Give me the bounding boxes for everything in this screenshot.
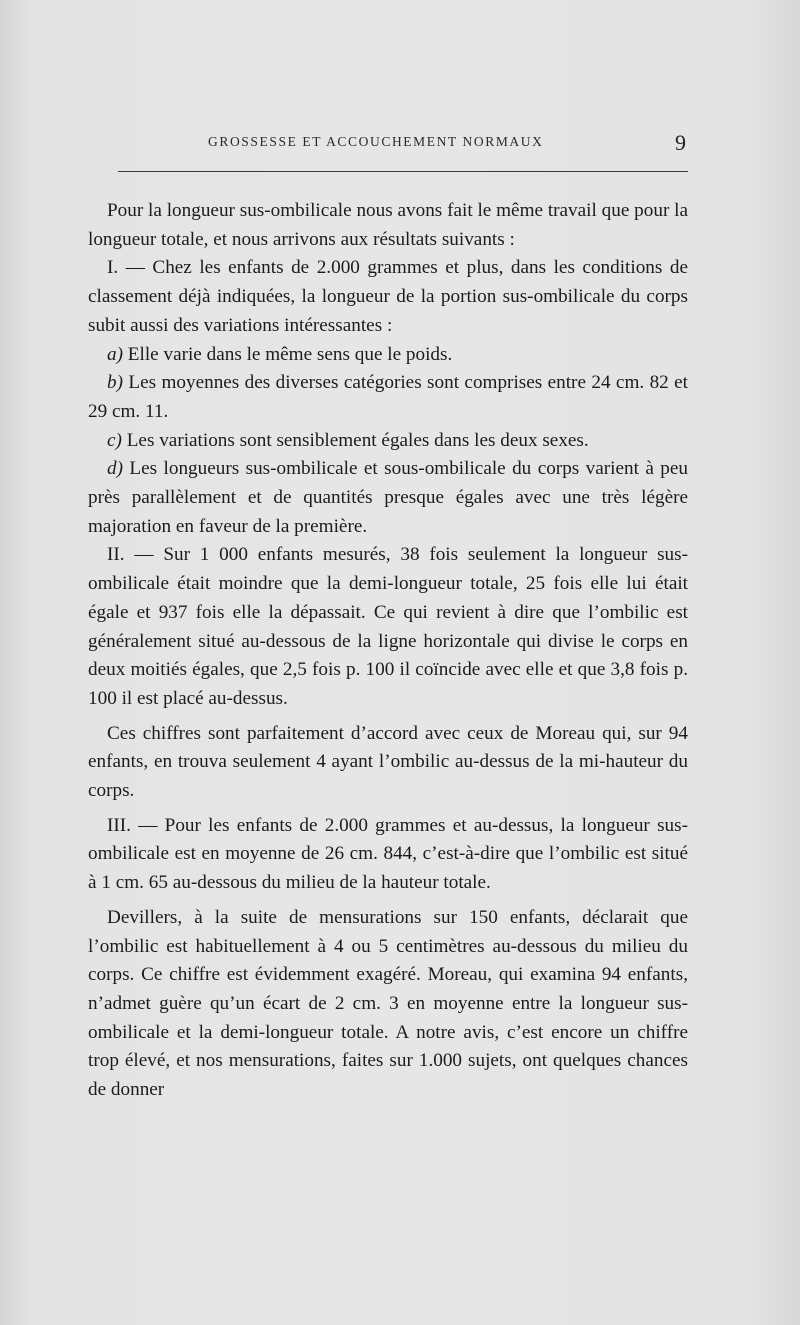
paragraph: c) Les variations sont sensiblement égales dans les deux sexes.: [107, 429, 589, 451]
page-number: 9: [675, 130, 686, 155]
paragraph: Pour la longueur sus-ombilicale nous avons fait le même travail que pour la longueur totale, et nous arrivons aux résultats suivants :: [88, 200, 688, 250]
running-title: GROSSESSE ET ACCOUCHEMENT NORMAUX: [208, 134, 544, 149]
paragraph: b) Les moyennes des diverses catégories sont comprises entre 24 cm. 82 et 29 cm. 11.: [88, 372, 688, 422]
page-header: [118, 130, 698, 160]
paragraph: Devillers, à la suite de mensurations sur 150 enfants, déclarait que l’ombilic est habituellement à 4 ou 5 centimètres au-dessous du milieu du corps. Ce chiffre est évidemment exagéré. Moreau, qui examina 94 enfants, n’admet guère qu’un écart de 2 cm. 3 en moyenne entre la longueur sus-ombilicale et la demi-longueur totale. A notre avis, c’est encore un chiffre trop élevé, et nos mensurations, faites sur 1.000 sujets, ont quelques chances de donner: [88, 906, 688, 1101]
paragraph: II. — Sur 1 000 enfants mesurés, 38 fois seulement la longueur sus-ombilicale était moindre que la demi-longueur totale, 25 fois elle lui était égale et 937 fois elle la dépassait. Ce qui revient à dire que l’ombilic est généralement situé au-dessous de la ligne horizontale qui divise le corps en deux moitiés égales, que 2,5 fois p. 100 il coïncide avec elle et que 3,8 fois p. 100 il est placé au-dessus.: [88, 544, 688, 709]
header-rule: [118, 171, 688, 172]
paragraph: Ces chiffres sont parfaitement d’accord avec ceux de Moreau qui, sur 94 enfants, en trouva seulement 4 ayant l’ombilic au-dessus de la mi-hauteur du corps.: [88, 722, 688, 802]
body-text: [88, 197, 688, 1105]
paragraph: III. — Pour les enfants de 2.000 grammes et au-dessus, la longueur sus-ombilicale est en moyenne de 26 cm. 844, c’est-à-dire que l’ombilic est situé à 1 cm. 65 au-dessous du milieu de la hauteur totale.: [88, 814, 688, 894]
paragraph: I. — Chez les enfants de 2.000 grammes et plus, dans les conditions de classement déjà indiquées, la longueur de la portion sus-ombilicale du corps subit aussi des variations intéressantes :: [88, 257, 688, 336]
paragraph: d) Les longueurs sus-ombilicale et sous-ombilicale du corps varient à peu près parallèlement et de quantités presque égales avec une très légère majoration en faveur de la première.: [88, 458, 688, 537]
paragraph: a) Elle varie dans le même sens que le poids.: [107, 343, 453, 365]
